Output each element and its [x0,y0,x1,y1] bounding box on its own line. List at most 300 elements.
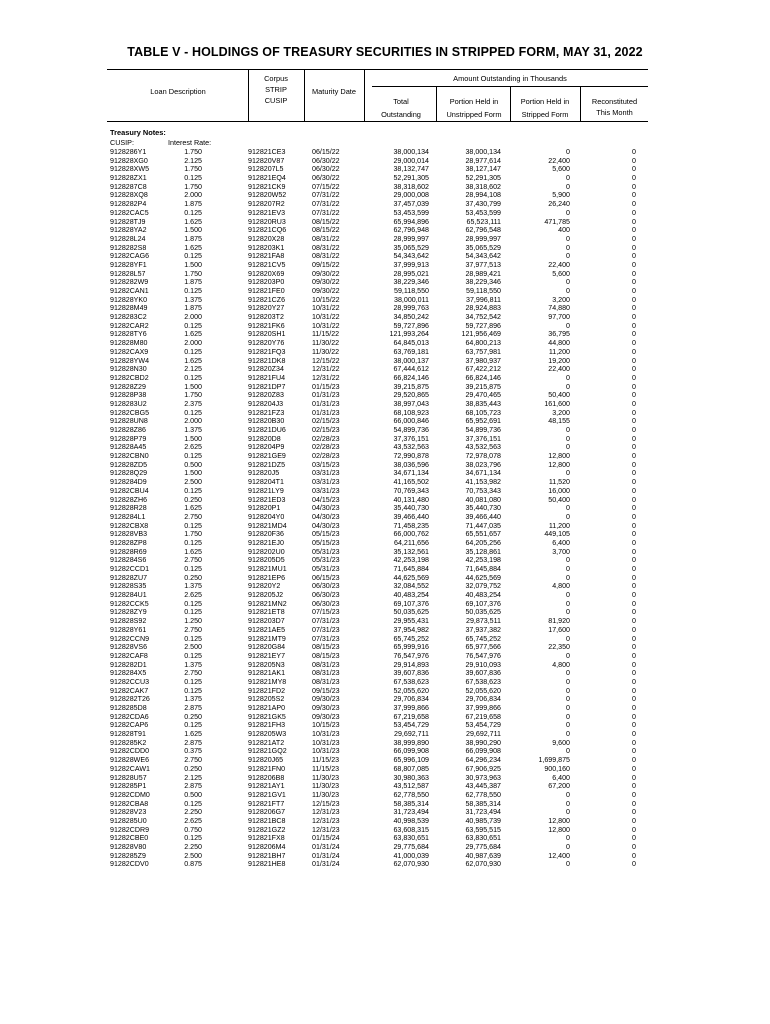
stripped-cell: 81,920 [548,617,570,626]
unstripped-cell: 43,532,563 [465,443,501,452]
maturity-date-cell: 12/15/22 [312,356,340,365]
unstripped-cell: 35,065,529 [465,243,501,252]
total-outstanding-cell: 68,108,923 [393,408,429,417]
total-outstanding-cell: 59,118,550 [394,287,429,295]
table-row [0,218,770,227]
unstripped-cell: 38,023,796 [465,460,501,469]
strip-cusip-cell: 912820X28 [248,234,285,243]
stripped-cell: 0 [566,730,570,739]
table-row [0,808,770,817]
stripped-cell: 0 [566,234,570,243]
total-outstanding-cell: 64,845,013 [393,339,429,348]
unstripped-cell: 62,070,930 [465,860,501,869]
maturity-date-cell: 06/30/23 [312,599,340,608]
column-divider [436,86,437,121]
maturity-date-cell: 05/31/23 [312,565,340,573]
strip-cusip-cell: 912821MN2 [248,599,287,608]
header-reconstituted-1: Reconstituted [591,97,638,106]
table-row [0,791,770,800]
stripped-cell: 471,785 [544,217,570,226]
maturity-date-cell: 02/28/23 [312,434,340,443]
strip-cusip-cell: 9128205W3 [248,730,287,739]
unstripped-cell: 28,999,997 [465,234,501,243]
cusip-cell: 912828TY6 [110,330,147,339]
interest-rate-cell: 2.500 [184,851,202,860]
interest-rate-cell: 0.125 [184,347,202,356]
cusip-cell: 912828UN8 [110,417,148,426]
strip-cusip-cell: 912821HE8 [248,860,286,869]
unstripped-cell: 62,778,550 [465,790,501,799]
reconstituted-cell: 0 [632,365,636,374]
stripped-cell: 0 [566,443,570,452]
total-outstanding-cell: 65,994,896 [393,217,429,226]
strip-cusip-cell: 912820G84 [248,643,286,652]
table-row [0,539,770,548]
total-outstanding-cell: 29,955,431 [393,617,429,626]
interest-rate-cell: 1.625 [184,547,202,556]
unstripped-cell: 29,692,711 [466,730,501,739]
maturity-date-cell: 08/31/23 [312,660,340,669]
reconstituted-cell: 0 [632,773,636,782]
strip-cusip-cell: 912821LY9 [248,486,284,495]
maturity-date-cell: 06/15/23 [312,573,340,582]
maturity-date-cell: 12/31/22 [312,365,340,374]
header-unstripped-2: Unstripped Form [446,110,502,119]
unstripped-cell: 66,099,908 [465,747,501,756]
table-row [0,148,770,157]
total-outstanding-cell: 44,625,569 [393,573,429,582]
table-row [0,522,770,531]
strip-cusip-cell: 9128204P9 [248,443,285,452]
maturity-date-cell: 07/31/23 [312,634,340,643]
total-outstanding-cell: 52,291,305 [393,174,429,183]
table-row [0,461,770,470]
strip-cusip-cell: 912821AK1 [248,669,286,678]
cusip-cell: 9128284L1 [110,512,146,521]
stripped-cell: 0 [566,252,570,261]
strip-cusip-cell: 912821GQ2 [248,747,287,756]
unstripped-cell: 37,937,382 [465,625,501,634]
interest-rate-cell: 2.625 [184,816,202,825]
reconstituted-cell: 0 [632,165,636,174]
strip-cusip-cell: 9128204Y0 [248,512,285,521]
cusip-cell: 91282CAN1 [110,287,149,295]
stripped-cell: 6,400 [552,773,570,782]
reconstituted-cell: 0 [632,669,636,678]
unstripped-cell: 65,523,111 [466,217,501,226]
maturity-date-cell: 07/31/23 [312,617,340,626]
table-row [0,261,770,270]
reconstituted-cell: 0 [632,191,636,200]
stripped-cell: 4,800 [552,660,570,669]
cusip-cell: 91282CBD2 [110,373,149,382]
reconstituted-cell: 0 [632,443,636,452]
total-outstanding-cell: 28,999,997 [393,234,429,243]
interest-rate-cell: 2.125 [184,365,202,374]
table-row [0,174,770,183]
cusip-cell: 912828T91 [110,730,146,739]
maturity-date-cell: 06/30/22 [312,165,340,174]
stripped-cell: 449,105 [544,530,570,539]
unstripped-cell: 28,977,614 [465,156,501,165]
interest-rate-cell: 2.500 [184,643,202,652]
stripped-cell: 0 [566,799,570,808]
maturity-date-cell: 08/31/23 [312,677,340,686]
cusip-cell: 9128285P1 [110,782,147,791]
header-stripped-2: Stripped Form [521,110,569,119]
interest-rate-cell: 1.500 [184,226,202,235]
reconstituted-cell: 0 [632,556,636,565]
cusip-cell: 91282CAG6 [110,252,150,261]
cusip-label: CUSIP: [110,138,134,147]
maturity-date-cell: 10/31/22 [312,313,340,322]
table-row [0,513,770,522]
total-outstanding-cell: 54,343,642 [393,252,429,261]
strip-cusip-cell: 9128207R2 [248,200,285,209]
stripped-cell: 50,400 [548,391,570,400]
total-outstanding-cell: 29,520,865 [393,391,429,400]
cusip-cell: 912828XG0 [110,156,148,165]
total-outstanding-cell: 66,099,908 [393,747,429,756]
total-outstanding-cell: 42,253,198 [393,556,429,565]
interest-rate-cell: 1.750 [184,148,202,156]
cusip-cell: 912828Y61 [110,625,147,634]
strip-cusip-cell: 912821CV5 [248,260,286,269]
total-outstanding-cell: 37,954,982 [393,625,429,634]
reconstituted-cell: 0 [632,686,636,695]
table-row [0,469,770,478]
cusip-cell: 91282CAW1 [110,764,150,773]
interest-rate-cell: 1.625 [184,243,202,252]
total-outstanding-cell: 71,645,884 [393,565,429,573]
reconstituted-cell: 0 [632,834,636,843]
maturity-date-cell: 12/15/23 [312,799,340,808]
strip-cusip-cell: 912820Z34 [248,365,284,374]
cusip-cell: 9128287C8 [110,182,147,191]
maturity-date-cell: 08/31/22 [312,252,340,261]
total-outstanding-cell: 43,532,563 [393,443,429,452]
unstripped-cell: 64,296,234 [465,756,501,765]
interest-rate-cell: 1.875 [184,304,202,313]
reconstituted-cell: 0 [632,704,636,712]
reconstituted-cell: 0 [632,295,636,304]
strip-cusip-cell: 912821FH3 [248,721,286,730]
total-outstanding-cell: 37,457,039 [393,200,429,209]
unstripped-cell: 30,973,963 [465,773,501,782]
stripped-cell: 0 [566,790,570,799]
total-outstanding-cell: 32,084,552 [393,582,429,591]
strip-cusip-cell: 9128202U0 [248,547,285,556]
reconstituted-cell: 0 [632,738,636,747]
interest-rate-cell: 2.875 [184,704,202,712]
strip-cusip-cell: 912821FA8 [248,252,285,261]
maturity-date-cell: 09/15/23 [312,686,340,695]
cusip-cell: 912828N30 [110,365,147,374]
page-title: TABLE V - HOLDINGS OF TREASURY SECURITIES IN STRIPPED FORM, MAY 31, 2022 [127,45,643,59]
strip-cusip-cell: 912821EV3 [248,208,286,217]
header-top-rule [107,69,648,70]
total-outstanding-cell: 66,000,846 [393,417,429,426]
stripped-cell: 0 [566,634,570,643]
cusip-cell: 91282CDA6 [110,712,149,721]
strip-cusip-cell: 912821MU1 [248,565,287,573]
reconstituted-cell: 0 [632,478,636,487]
cusip-cell: 9128282D1 [110,660,147,669]
stripped-cell: 0 [566,243,570,252]
strip-cusip-cell: 9128203D7 [248,617,285,626]
stripped-cell: 0 [566,721,570,730]
reconstituted-cell: 0 [632,486,636,495]
strip-cusip-cell: 912821DU6 [248,426,286,434]
unstripped-cell: 67,422,212 [465,365,501,374]
total-outstanding-cell: 35,440,730 [393,504,429,513]
reconstituted-cell: 0 [632,721,636,730]
table-row [0,548,770,557]
total-outstanding-cell: 29,000,008 [393,191,429,200]
stripped-cell: 5,600 [552,165,570,174]
total-outstanding-cell: 39,466,440 [393,512,429,521]
cusip-cell: 91282CAK7 [110,686,149,695]
stripped-cell: 12,800 [548,460,570,469]
reconstituted-cell: 0 [632,808,636,817]
header-amount-outstanding: Amount Outstanding in Thousands [453,74,567,83]
cusip-cell: 912828M80 [110,339,148,348]
cusip-cell: 9128282S8 [110,243,147,252]
interest-rate-cell: 0.125 [184,686,202,695]
stripped-cell: 0 [566,860,570,869]
reconstituted-cell: 0 [632,530,636,539]
stripped-cell: 0 [566,174,570,183]
stripped-cell: 11,520 [548,478,570,487]
interest-rate-cell: 0.125 [184,321,202,330]
table-row [0,661,770,670]
total-outstanding-cell: 53,453,599 [393,208,429,217]
strip-cusip-cell: 912821AP0 [248,704,286,712]
reconstituted-cell: 0 [632,565,636,573]
unstripped-cell: 67,219,658 [465,712,501,721]
section-title: Treasury Notes: [110,128,166,137]
strip-cusip-cell: 912821ED3 [248,495,286,504]
reconstituted-cell: 0 [632,799,636,808]
maturity-date-cell: 12/31/22 [312,373,340,382]
strip-cusip-cell: 912821BC8 [248,816,286,825]
cusip-cell: 912828S35 [110,582,147,591]
unstripped-cell: 39,466,440 [465,512,501,521]
table-row [0,643,770,652]
strip-cusip-cell: 9128206G7 [248,808,286,817]
cusip-cell: 91282CAP6 [110,721,149,730]
total-outstanding-cell: 43,512,587 [393,782,429,791]
interest-rate-cell: 2.750 [184,625,202,634]
table-row [0,574,770,583]
unstripped-cell: 53,454,729 [465,721,501,730]
interest-rate-cell: 2.000 [184,417,202,426]
reconstituted-cell: 0 [632,851,636,860]
maturity-date-cell: 08/15/23 [312,643,340,652]
reconstituted-cell: 0 [632,843,636,851]
header-corpus: Corpus [264,74,288,83]
unstripped-cell: 34,671,134 [465,469,501,478]
table-row [0,487,770,496]
total-outstanding-cell: 34,671,134 [393,469,429,478]
reconstituted-cell: 0 [632,382,636,391]
table-row [0,504,770,513]
cusip-cell: 9128284D9 [110,478,147,487]
maturity-date-cell: 12/31/23 [312,825,340,834]
stripped-cell: 0 [566,512,570,521]
stripped-cell: 0 [566,677,570,686]
reconstituted-cell: 0 [632,625,636,634]
maturity-date-cell: 07/31/22 [312,200,340,209]
unstripped-cell: 64,800,213 [465,339,501,348]
interest-rate-cell: 1.500 [184,469,202,478]
unstripped-cell: 42,253,198 [465,556,501,565]
cusip-cell: 9128282P4 [110,200,147,209]
reconstituted-cell: 0 [632,608,636,617]
total-outstanding-cell: 70,769,343 [393,486,429,495]
stripped-cell: 0 [566,565,570,573]
unstripped-cell: 54,899,736 [465,426,501,434]
cusip-cell: 91282CBX8 [110,521,149,530]
unstripped-cell: 38,990,290 [465,738,501,747]
stripped-cell: 0 [566,747,570,756]
strip-cusip-cell: 9128205S2 [248,695,285,704]
maturity-date-cell: 09/30/22 [312,278,340,287]
stripped-cell: 0 [566,287,570,295]
strip-cusip-cell: 912821MD4 [248,521,287,530]
cusip-cell: 912828V80 [110,843,147,851]
cusip-cell: 91282CDV0 [110,860,149,869]
header-cusip: CUSIP [264,96,288,105]
unstripped-cell: 71,447,035 [465,521,501,530]
stripped-cell: 6,400 [552,538,570,547]
strip-cusip-cell: 912821GV1 [248,790,286,799]
strip-cusip-cell: 912820P1 [248,504,281,513]
cusip-cell: 912828R28 [110,504,147,513]
maturity-date-cell: 02/15/23 [312,426,340,434]
table-row [0,756,770,765]
stripped-cell: 11,200 [548,347,570,356]
interest-rate-cell: 1.750 [184,530,202,539]
strip-cusip-cell: 912821GZ2 [248,825,286,834]
table-row [0,348,770,357]
maturity-date-cell: 05/15/23 [312,530,340,539]
stripped-cell: 12,800 [548,816,570,825]
cusip-cell: 9128284U1 [110,591,147,600]
unstripped-cell: 28,924,883 [465,304,501,313]
total-outstanding-cell: 67,219,658 [393,712,429,721]
stripped-cell: 22,400 [548,260,570,269]
stripped-cell: 0 [566,834,570,843]
interest-rate-cell: 0.125 [184,373,202,382]
unstripped-cell: 63,595,515 [465,825,501,834]
reconstituted-cell: 0 [632,200,636,209]
maturity-date-cell: 02/15/23 [312,417,340,426]
table-row [0,565,770,574]
maturity-date-cell: 11/30/23 [312,773,340,782]
header-bottom-rule [107,121,648,122]
cusip-cell: 912828R69 [110,547,147,556]
stripped-cell: 0 [566,704,570,712]
unstripped-cell: 41,153,982 [465,478,501,487]
cusip-cell: 912828M49 [110,304,148,313]
total-outstanding-cell: 38,999,890 [393,738,429,747]
stripped-cell: 48,155 [548,417,570,426]
unstripped-cell: 68,105,723 [465,408,501,417]
reconstituted-cell: 0 [632,825,636,834]
strip-cusip-cell: 912821AT2 [248,738,285,747]
interest-rate-cell: 1.625 [184,504,202,513]
strip-cusip-cell: 912820Z83 [248,391,284,400]
cusip-cell: 91282CBN0 [110,452,149,461]
cusip-cell: 912828XQ8 [110,191,148,200]
unstripped-cell: 70,753,343 [465,486,501,495]
reconstituted-cell: 0 [632,373,636,382]
total-outstanding-cell: 41,165,502 [393,478,429,487]
table-row [0,426,770,435]
table-row [0,730,770,739]
cusip-cell: 912828ZD5 [110,460,148,469]
total-outstanding-cell: 58,385,314 [393,799,429,808]
table-row [0,608,770,617]
cusip-cell: 912828ZY9 [110,608,147,617]
stripped-cell: 3,200 [552,408,570,417]
reconstituted-cell: 0 [632,747,636,756]
maturity-date-cell: 10/15/23 [312,721,340,730]
maturity-date-cell: 06/30/22 [312,174,340,183]
interest-rate-cell: 0.125 [184,565,202,573]
stripped-cell: 97,700 [548,313,570,322]
unstripped-cell: 31,723,494 [465,808,501,817]
reconstituted-cell: 0 [632,573,636,582]
cusip-cell: 912828YA2 [110,226,147,235]
reconstituted-cell: 0 [632,399,636,408]
interest-rate-cell: 0.125 [184,174,202,183]
maturity-date-cell: 11/30/23 [312,790,340,799]
interest-rate-cell: 1.375 [184,660,202,669]
strip-cusip-cell: 9128206M4 [248,843,286,851]
header-outstanding: Outstanding [381,110,421,119]
reconstituted-cell: 0 [632,243,636,252]
maturity-date-cell: 04/30/23 [312,504,340,513]
reconstituted-cell: 0 [632,234,636,243]
strip-cusip-cell: 912821DK8 [248,356,286,365]
maturity-date-cell: 01/31/24 [312,843,340,851]
stripped-cell: 0 [566,573,570,582]
unstripped-cell: 38,127,147 [465,165,501,174]
total-outstanding-cell: 66,000,762 [393,530,429,539]
maturity-date-cell: 05/31/23 [312,556,340,565]
reconstituted-cell: 0 [632,677,636,686]
table-row [0,652,770,661]
table-row [0,600,770,609]
strip-cusip-cell: 912821GK5 [248,712,286,721]
reconstituted-cell: 0 [632,260,636,269]
maturity-date-cell: 01/31/24 [312,851,340,860]
unstripped-cell: 38,318,602 [465,182,501,191]
unstripped-cell: 72,978,078 [465,452,501,461]
interest-rate-cell: 1.625 [184,330,202,339]
unstripped-cell: 66,824,146 [465,373,501,382]
interest-rate-cell: 2.125 [184,773,202,782]
table-row [0,278,770,287]
cusip-cell: 912828ZH6 [110,495,148,504]
strip-cusip-cell: 912821FT7 [248,799,285,808]
stripped-cell: 0 [566,504,570,513]
table-row [0,313,770,322]
unstripped-cell: 29,775,684 [465,843,501,851]
table-row [0,782,770,791]
